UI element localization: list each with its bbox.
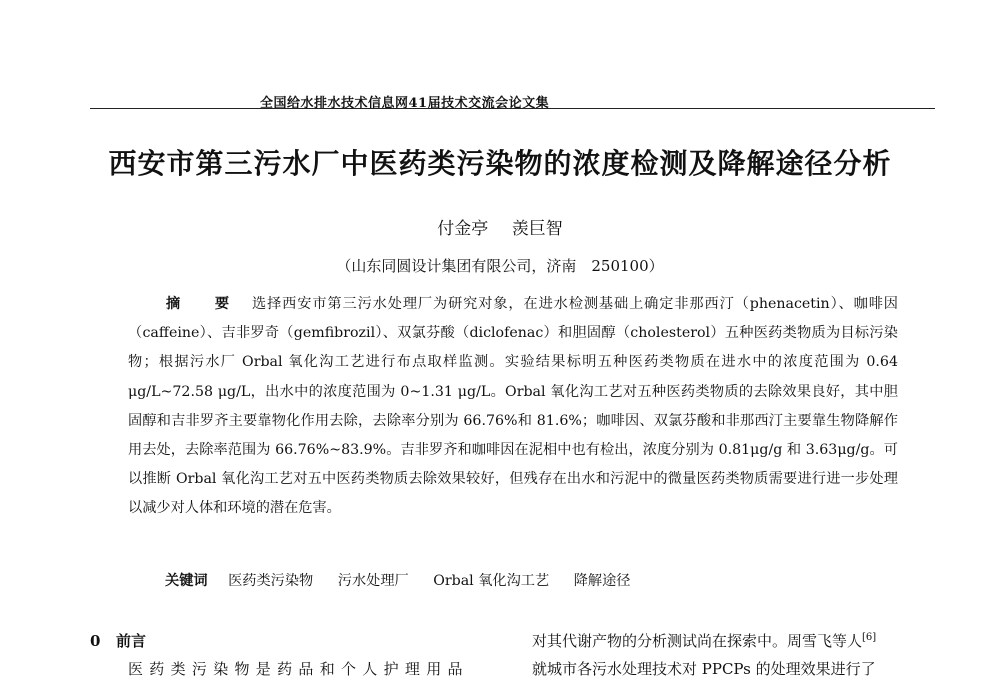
affiliation: （山东同圆设计集团有限公司，济南 250100）: [336, 257, 664, 275]
keyword: 降解途径: [573, 573, 631, 589]
citation-ref: [6]: [862, 632, 877, 643]
keywords: [165, 570, 650, 590]
body-text-line: 医药类污染物是药品和个人护理用品: [128, 660, 469, 678]
abstract: [128, 290, 898, 524]
section-heading: [90, 630, 146, 651]
keyword: 污水处理厂: [337, 573, 409, 589]
section-title: 前言: [116, 632, 147, 650]
body-text-line: [532, 630, 876, 651]
body-text-line: 就城市各污水处理技术对 PPCPs 的处理效果进行了: [532, 660, 876, 678]
running-header: 全国给水排水技术信息网41届技术交流会论文集: [260, 96, 550, 111]
paper-title: 西安市第三污水厂中医药类污染物的浓度检测及降解途径分析: [108, 147, 892, 180]
keyword: 医药类污染物: [228, 573, 314, 589]
author-1: 付金亭: [437, 219, 489, 239]
body-text: 对其代谢产物的分析测试尚在探索中。周雪飞等人: [532, 632, 863, 650]
keyword: Orbal 氧化沟工艺: [433, 573, 550, 589]
abstract-text: 选择西安市第三污水处理厂为研究对象，在进水检测基础上确定非那西汀（phenacetin）、咖啡因（caffeine）、吉非罗奇（gemfibrozil）、双氯芬酸（diclofenac）和胆固醇（cholesterol）五种医药类物质为目标污染物；根据污水厂 Orbal 氧化沟工艺进行布点取样监测。实验结果标明五种医药类物质在进水中的浓度范围为 0.64 μg/L~72.58 μg/L，出水中的浓度范围为 0~1.31 μg/L。Orbal 氧化沟工艺对五种医药类物质的去除效果良好，其中胆固醇和吉非罗齐主要靠物化作用去除，去除率分别为 66.76%和 81.6%；咖啡因、双氯芬酸和非那西汀主要靠生物降解作用去处，去除率范围为 66.76%~83.9%。吉非罗齐和咖啡因在泥相中也有检出，浓度分别为 0.81μg/g 和 3.63μg/g。可以推断 Orbal 氧化沟工艺对五中医药类物质去除效果较好，但残存在出水和污泥中的微量医药类物质需要进行进一步处理以减少对人体和环境的潜在危害。: [128, 296, 898, 517]
header-rule: [90, 108, 935, 109]
section-number: 0: [90, 632, 101, 650]
keywords-label: 关键词: [165, 573, 208, 589]
author-2: 羡巨智: [511, 219, 563, 239]
abstract-label: 摘 要: [166, 296, 245, 312]
authors: [0, 214, 1000, 239]
